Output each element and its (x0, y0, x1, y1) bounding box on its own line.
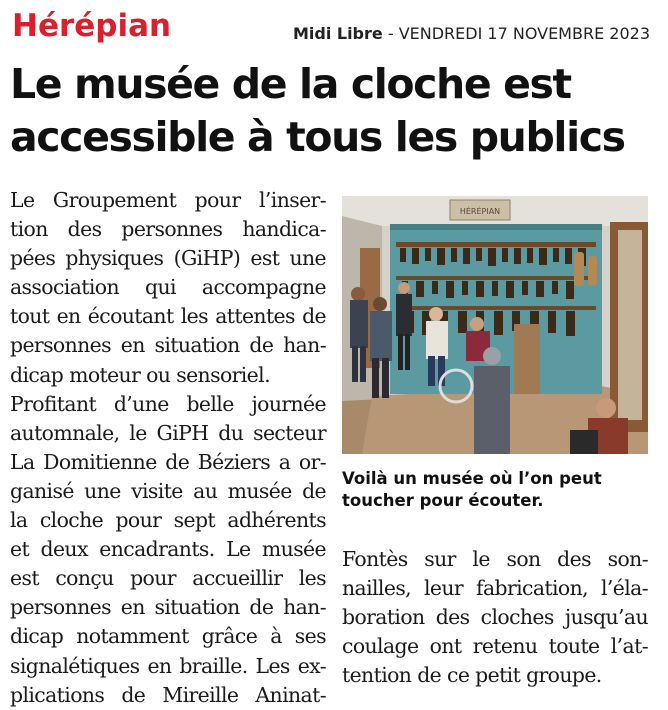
article-line: tout en écoutant les attentes de (10, 304, 326, 329)
article-line: est conçu pour accueillir les (10, 566, 326, 591)
article-line: coulage ont retenu toute l’at- (342, 634, 648, 659)
article-line: ganisé une visite au musée de (10, 478, 326, 503)
article-line: boration des cloches jusqu’au (342, 605, 648, 630)
museum-photo-illustration (342, 196, 648, 454)
headline (10, 58, 660, 164)
article-line: Profitant d’une belle journée (10, 391, 326, 416)
header-separator: - (382, 24, 399, 43)
article-line: et deux encadrants. Le musée (10, 537, 326, 562)
article-line: tion des personnes handica- (10, 217, 326, 242)
photo-sign-text: HÉRÉPIAN (459, 207, 501, 216)
headline-line: accessible à tous les publics (10, 113, 625, 161)
article-line: la cloche pour sept adhérents (10, 508, 326, 533)
article-line: personnes en situation de han- (10, 333, 326, 358)
article-line: La Domitienne de Béziers a or- (10, 449, 326, 474)
article-line: dicap moteur ou sensoriel. (10, 362, 270, 387)
article-line: pées physiques (GiHP) est une (10, 246, 326, 271)
article-line: Le Groupement pour l’inser- (10, 188, 326, 212)
header-meta (293, 24, 650, 43)
article-line: dicap notamment grâce à ses (10, 624, 326, 649)
article-photo (342, 196, 648, 454)
article-line: personnes en situation de han- (10, 595, 326, 620)
headline-line: Le musée de la cloche est (10, 60, 571, 108)
caption-line: toucher pour écouter. (342, 491, 544, 510)
publication-name: Midi Libre (292, 24, 383, 43)
article-line: plications de Mireille Aninat- (10, 682, 326, 707)
article-line: signalétiques en braille. Les ex- (10, 653, 326, 678)
article-line: association qui accompagne (10, 275, 326, 300)
article-line: Fontès sur le son des son- (342, 547, 648, 571)
article-right-column (342, 545, 648, 690)
article-line: automnale, le GiPH du secteur (10, 420, 326, 445)
article-left-column (10, 186, 326, 710)
publication-date: VENDREDI 17 NOVEMBRE 2023 (398, 24, 650, 43)
article-line: nailles, leur fabrication, l’éla- (342, 576, 648, 601)
article-line: tention de ce petit groupe. (342, 663, 602, 688)
header-town: Hérépian (12, 8, 172, 44)
photo-caption (342, 468, 648, 512)
caption-line: Voilà un musée où l’on peut (342, 469, 602, 488)
